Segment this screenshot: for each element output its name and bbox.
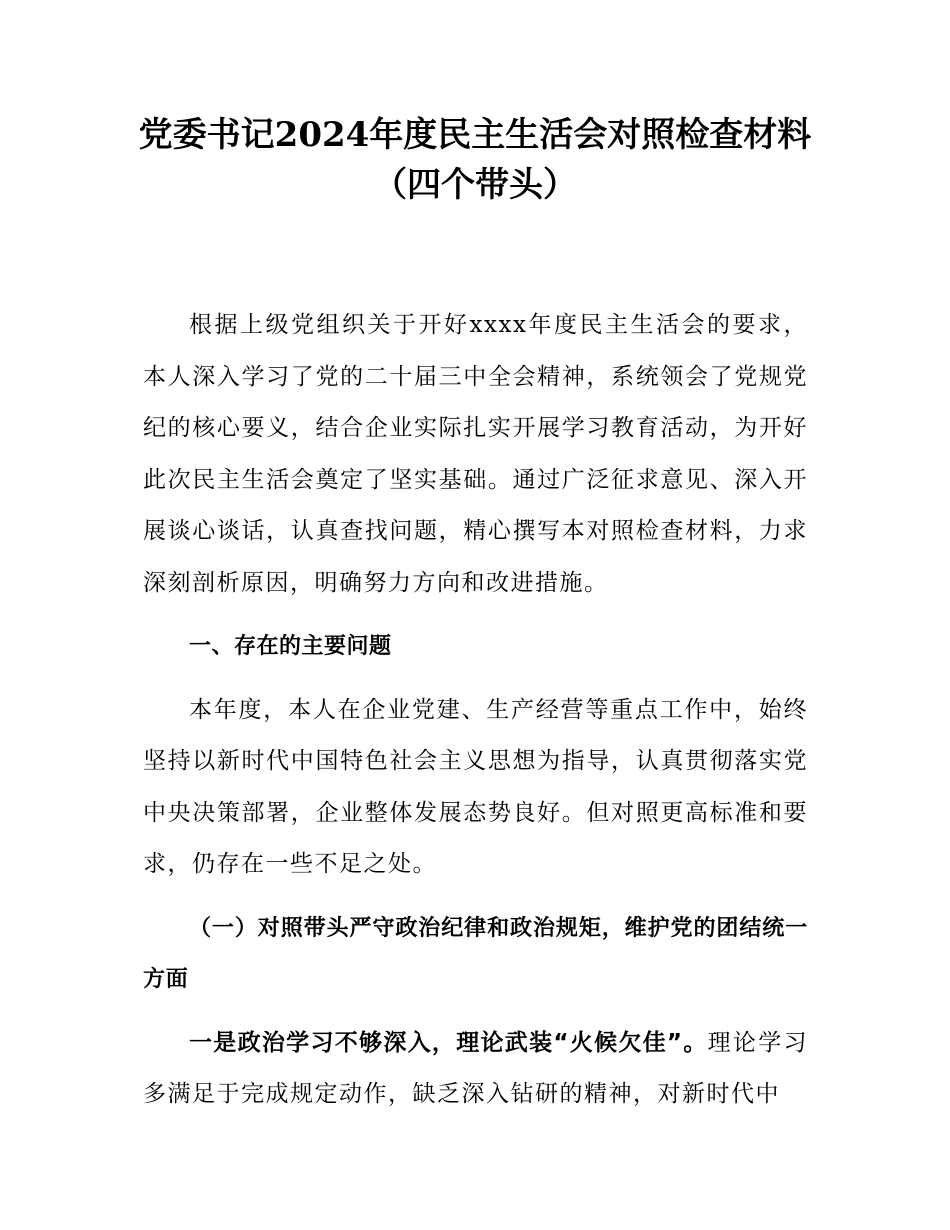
document-body — [143, 300, 808, 1133]
intro-paragraph: 根据上级党组织关于开好xxxx年度民主生活会的要求，本人深入学习了党的二十届三中全会精神，系统领会了党规党纪的核心要义，结合企业实际扎实开展学习教育活动，为开好此次民主生活会奠定了坚实基础。通过广泛征求意见、深入开展谈心谈话，认真查找问题，精心撰写本对照检查材料，力求深刻剖析原因，明确努力方向和改进措施。 — [143, 312, 808, 596]
document-title — [0, 110, 950, 210]
section-heading-1: 一、存在的主要问题 — [189, 634, 392, 659]
title-line-2: （四个带头） — [373, 165, 577, 205]
point-1-paragraph — [143, 1018, 808, 1121]
section-1-paragraph: 本年度，本人在企业党建、生产经营等重点工作中，始终坚持以新时代中国特色社会主义思想为指导，认真贯彻落实党中央决策部署，企业整体发展态势良好。但对照更高标准和要求，仍存在一些不足之处。 — [143, 696, 808, 877]
point-1-lead: 一是政治学习不够深入，理论武装“火候欠佳”。 — [189, 1029, 708, 1056]
subsection-heading-1: （一）对照带头严守政治纪律和政治规矩，维护党的团结统一方面 — [143, 915, 808, 992]
title-line-1: 党委书记2024年度民主生活会对照检查材料 — [138, 115, 812, 155]
point-1-text: 理论学习多满足于完成规定动作，缺乏深入钻研的精神，对新时代中 — [143, 1029, 809, 1107]
